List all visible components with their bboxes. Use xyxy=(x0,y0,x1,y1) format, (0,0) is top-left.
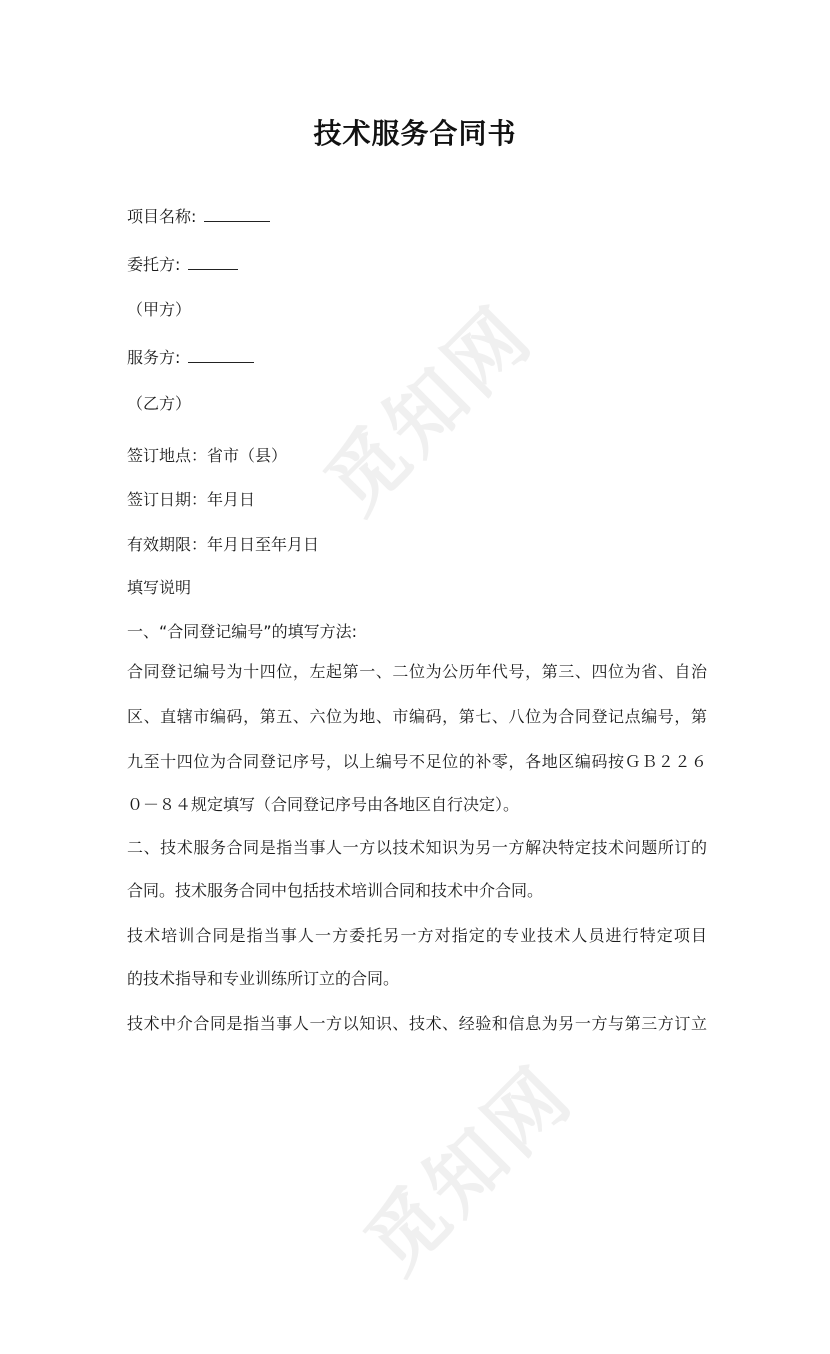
sign-date: 签订日期：年月日 xyxy=(127,490,256,509)
valid-period: 有效期限：年月日至年月日 xyxy=(127,535,320,554)
item2-line-1: 二、技术服务合同是指当事人一方以技术知识为另一方解决特定技术问题所订的 xyxy=(127,838,707,857)
document-title: 技术服务合同书 xyxy=(313,117,517,150)
intermediary-line-1: 技术中介合同是指当事人一方以知识、技术、经验和信息为另一方与第三方订立 xyxy=(127,1014,707,1033)
item2-line-2: 合同。技术服务合同中包括技术培训合同和技术中介合同。 xyxy=(127,881,544,900)
item1-line-3: 九至十四位为合同登记序号，以上编号不足位的补零，各地区编码按ＧＢ２２６ xyxy=(127,752,707,771)
training-line-1: 技术培训合同是指当事人一方委托另一方对指定的专业技术人员进行特定项目 xyxy=(127,926,707,945)
sign-place: 签订地点：省市（县） xyxy=(127,446,288,465)
watermark: 觅知网 xyxy=(309,289,551,531)
provider-blank xyxy=(188,346,254,363)
provider-field xyxy=(127,346,254,369)
training-line-2: 的技术指导和专业训练所订立的合同。 xyxy=(127,969,400,988)
provider-label: 服务方: xyxy=(127,348,181,367)
item1-line-2: 区、直辖市编码，第五、六位为地、市编码，第七、八位为合同登记点编号，第 xyxy=(127,707,707,726)
client-blank xyxy=(188,253,238,270)
watermark-bottom: 觅知网 xyxy=(349,1049,591,1291)
client-field xyxy=(127,253,238,276)
project-name-label: 项目名称: xyxy=(127,207,197,226)
item1-line-1: 合同登记编号为十四位，左起第一、二位为公历年代号，第三、四位为省、自治 xyxy=(127,662,707,681)
project-name-blank xyxy=(204,205,270,222)
item1-line-4: ０－８４规定填写（合同登记序号由各地区自行决定）。 xyxy=(127,795,520,814)
client-label: 委托方: xyxy=(127,255,181,274)
item1-heading: 一、“合同登记编号”的填写方法: xyxy=(127,622,357,641)
party-b-label: （乙方） xyxy=(127,394,192,413)
project-name-field xyxy=(127,205,270,228)
instructions-heading: 填写说明 xyxy=(127,578,192,597)
party-a-label: （甲方） xyxy=(127,300,192,319)
